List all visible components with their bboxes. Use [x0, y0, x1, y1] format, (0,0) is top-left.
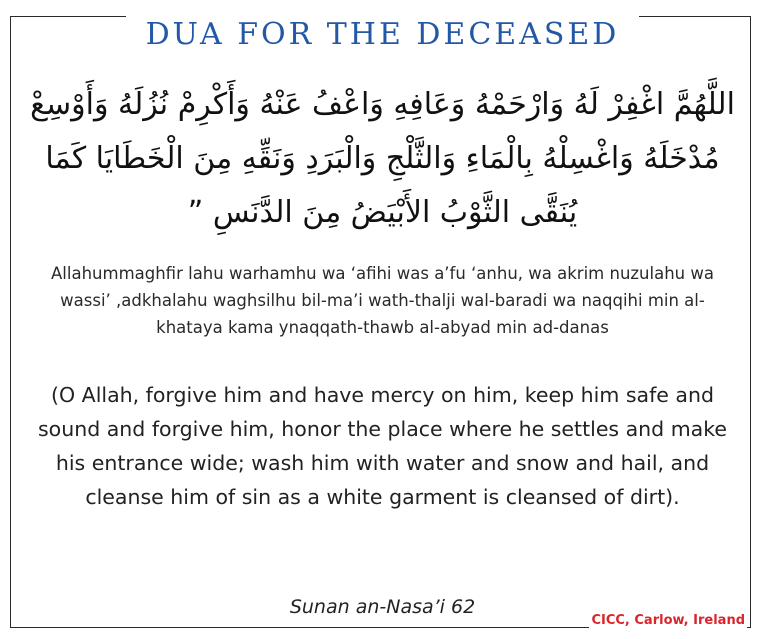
page-title: DUA FOR THE DECEASED [126, 16, 640, 54]
transliteration-text: Allahummaghfir lahu warhamhu wa ‘afihi was a’fu ‘anhu, wa akrim nuzulahu wa wassi’ ,adkhalahu waghsilhu bil-ma’i wath-thalji wal-baradi wa naqqihi min al-khataya kama ynaqqath-thawb al-abyad min ad-danas [51, 264, 714, 337]
english-translation: (O Allah, forgive him and have mercy on him, keep him safe and sound and forgive him, honor the place where he settles and make his entrance wide; wash him with water and snow and hail, and cleanse him of sin as a white garment is cleansed of dirt). [38, 383, 727, 509]
hadith-source: Sunan an-Nasa’i 62 [289, 596, 476, 618]
title-wrapper [0, 0, 765, 54]
credit-label: CICC, Carlow, Ireland [591, 613, 745, 628]
arabic-dua-text: اللَّهُمَّ اغْفِرْ لَهُ وَارْحَمْهُ وَعَافِهِ وَاعْفُ عَنْهُ وَأَكْرِمْ نُزُلَهُ وَأَوْسِعْ مُدْخَلَهُ وَاغْسِلْهُ بِالْمَاءِ وَالثَّلْجِ وَالْبَرَدِ وَنَقِّهِ مِنَ الْخَطَايَا كَمَا يُنَقَّى الثَّوْبُ الأَبْيَضُ مِنَ الدَّنَسِ ” [30, 87, 735, 230]
